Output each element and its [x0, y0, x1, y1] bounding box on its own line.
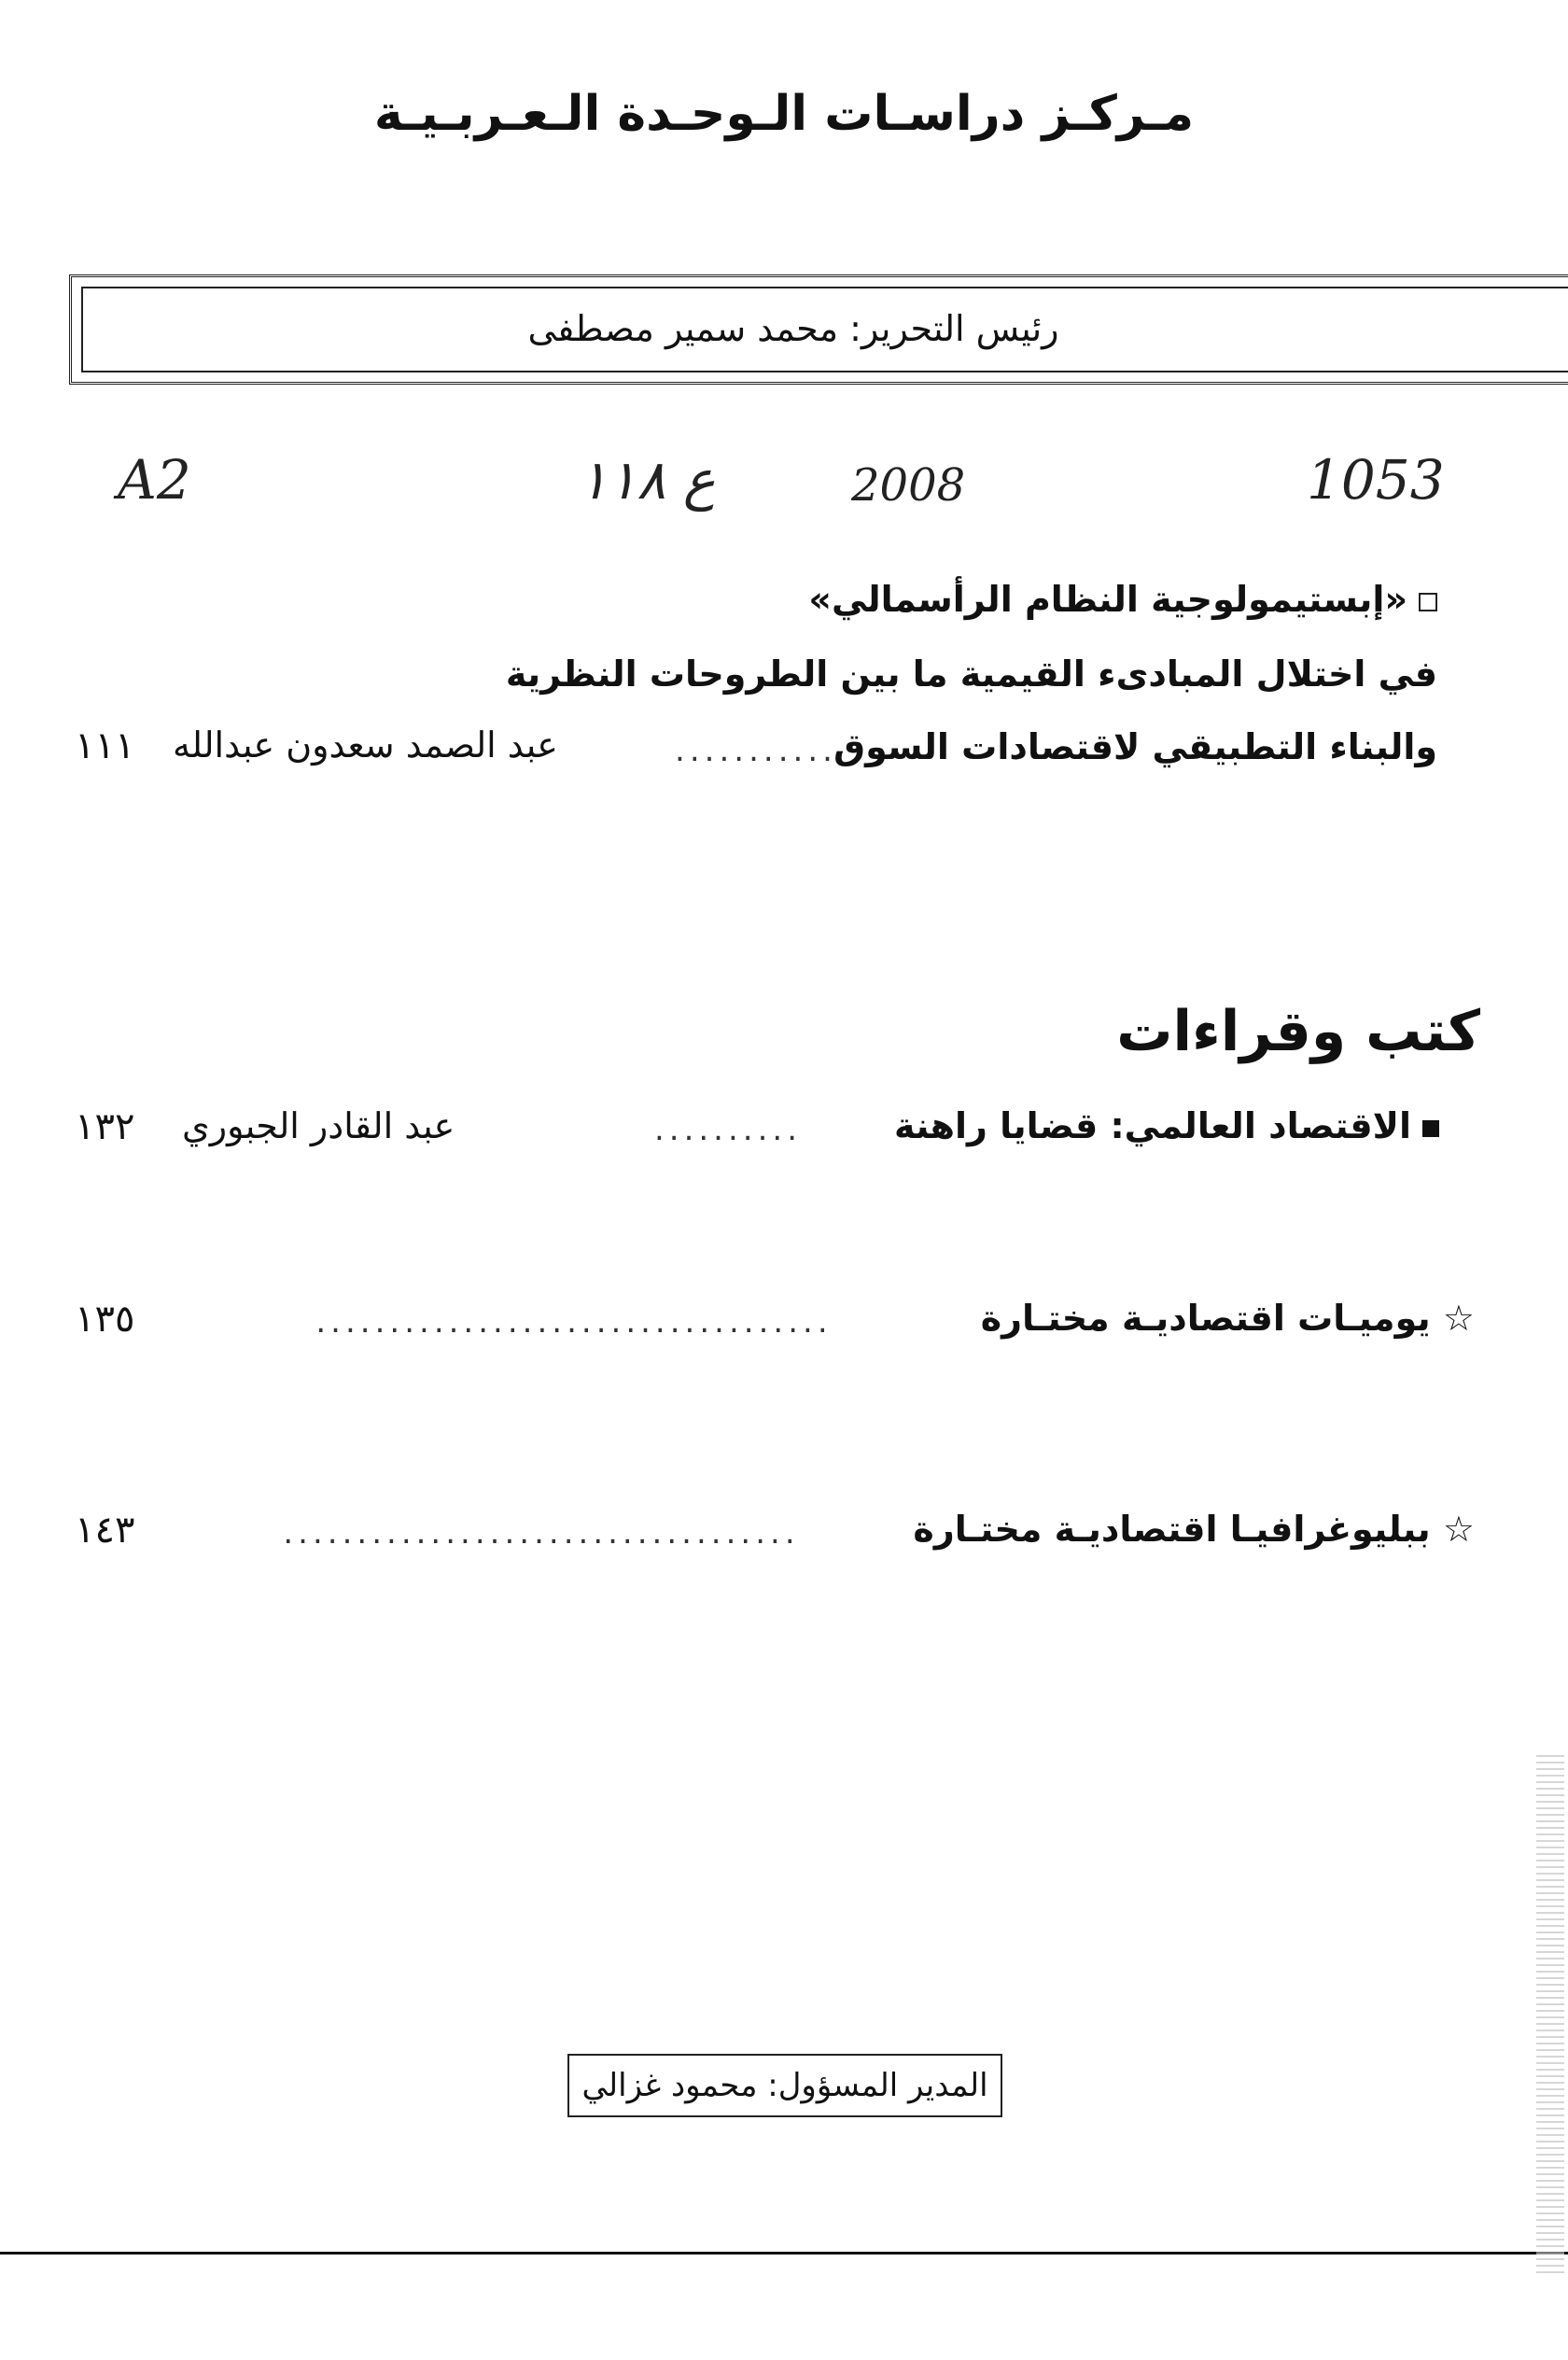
managing-director-box: المدير المسؤول: محمود غزالي [567, 2054, 1002, 2117]
bibliography-page-number: ١٤٣ [75, 1509, 135, 1552]
diary-title: ☆ يوميـات اقتصاديـة مختـارة [980, 1298, 1475, 1339]
review-page-number: ١٣٢ [75, 1105, 135, 1148]
center-name-title: مـركـز دراسـات الـوحـدة الـعـربـيـة [373, 86, 1195, 142]
article-title-line-1: «إبستيمولوجية النظام الرأسمالي» [808, 579, 1437, 620]
section-heading: كتب وقراءات [1116, 999, 1480, 1064]
star-icon: ☆ [1442, 1509, 1475, 1550]
article-page-number: ١١١ [75, 724, 135, 767]
bottom-rule [0, 2252, 1568, 2255]
handwritten-year: 2008 [851, 459, 966, 512]
bibliography-dots: ................................... [283, 1514, 800, 1552]
article-dots: ........... [675, 732, 837, 769]
review-title: الاقتصاد العالمي: قضايا راهنة [894, 1105, 1439, 1146]
article-title-line-3: والبناء التطبيقي لاقتصادات السوق [833, 726, 1437, 767]
review-dots: .......... [653, 1111, 803, 1148]
filled-square-icon [1422, 1120, 1439, 1137]
empty-square-icon [1419, 593, 1437, 611]
bibliography-title: ☆ ببليوغرافيـا اقتصاديـة مختـارة [913, 1509, 1475, 1550]
article-author: عبد الصمد سعدون عبدالله [173, 724, 558, 766]
handwritten-issue: ع ١١٨ [579, 448, 716, 512]
star-icon: ☆ [1442, 1298, 1475, 1339]
scan-edge-artifact [1536, 1755, 1564, 2278]
handwritten-code: A2 [118, 448, 191, 512]
article-title-line-2: في اختلال المبادىء القيمية ما بين الطروحات النظرية [505, 653, 1437, 695]
review-author: عبد القادر الجبوري [182, 1105, 455, 1146]
editor-in-chief-text: رئيس التحرير: محمد سمير مصطفى [527, 308, 1059, 349]
handwritten-number: 1053 [1307, 448, 1445, 512]
diary-dots: ................................... [315, 1303, 833, 1341]
diary-page-number: ١٣٥ [75, 1298, 135, 1341]
